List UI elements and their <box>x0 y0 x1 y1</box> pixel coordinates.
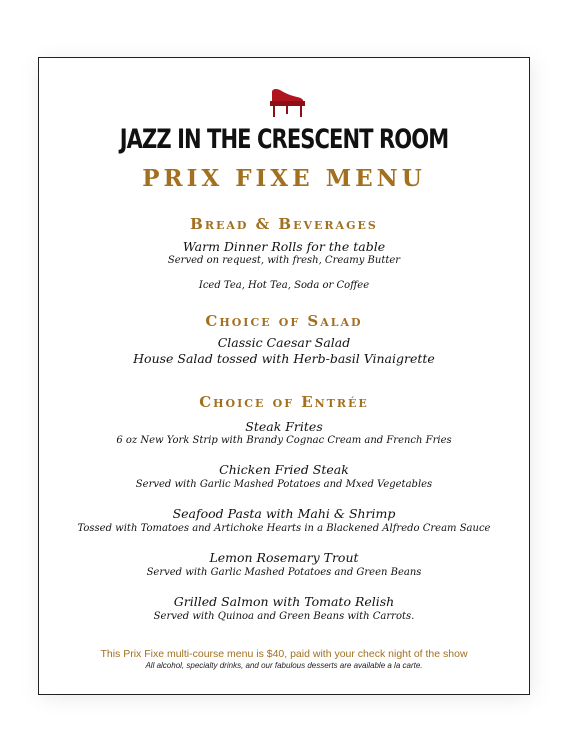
menu-item-name: Grilled Salmon with Tomato Relish <box>173 594 395 609</box>
menu-item-desc: Tossed with Tomatoes and Artichoke Hearts in a Blackened Alfredo Cream Sauce <box>77 523 491 534</box>
price-note: This Prix Fixe multi-course menu is $40, paid with your check night of the show <box>100 648 468 660</box>
fine-print: All alcohol, specialty drinks, and our fabulous desserts are available a la carte. <box>145 661 423 670</box>
menu-item-desc: Iced Tea, Hot Tea, Soda or Coffee <box>198 280 370 291</box>
grand-piano-icon <box>267 88 307 120</box>
menu-item-desc: Served with Garlic Mashed Potatoes and Mxed Vegetables <box>135 479 433 490</box>
section-heading-salad: Choice of Salad <box>205 312 363 330</box>
page-subtitle: PRIX FIXE MENU <box>142 165 426 192</box>
menu-item-name: Seafood Pasta with Mahi & Shrimp <box>172 506 396 521</box>
menu-item-desc: Served with Garlic Mashed Potatoes and Green Beans <box>146 567 422 578</box>
section-heading-entree: Choice of Entrée <box>199 393 369 411</box>
menu-card <box>38 57 530 695</box>
section-heading-bread-beverages: Bread & Beverages <box>190 215 378 233</box>
menu-item-name: Steak Frites <box>245 419 323 434</box>
page-title: JAZZ IN THE CRESCENT ROOM <box>119 124 449 155</box>
menu-item-desc: Served with Quinoa and Green Beans with Carrots. <box>153 611 415 622</box>
menu-item-name: Warm Dinner Rolls for the table <box>182 239 386 254</box>
menu-item-name: Lemon Rosemary Trout <box>209 550 359 565</box>
menu-item-name: Chicken Fried Steak <box>219 462 349 477</box>
menu-item-desc: 6 oz New York Strip with Brandy Cognac Cream and French Fries <box>116 435 452 446</box>
menu-item-name: House Salad tossed with Herb-basil Vinaigrette <box>133 351 435 366</box>
menu-item-name: Classic Caesar Salad <box>217 335 351 350</box>
menu-item-desc: Served on request, with fresh, Creamy Butter <box>167 255 401 266</box>
